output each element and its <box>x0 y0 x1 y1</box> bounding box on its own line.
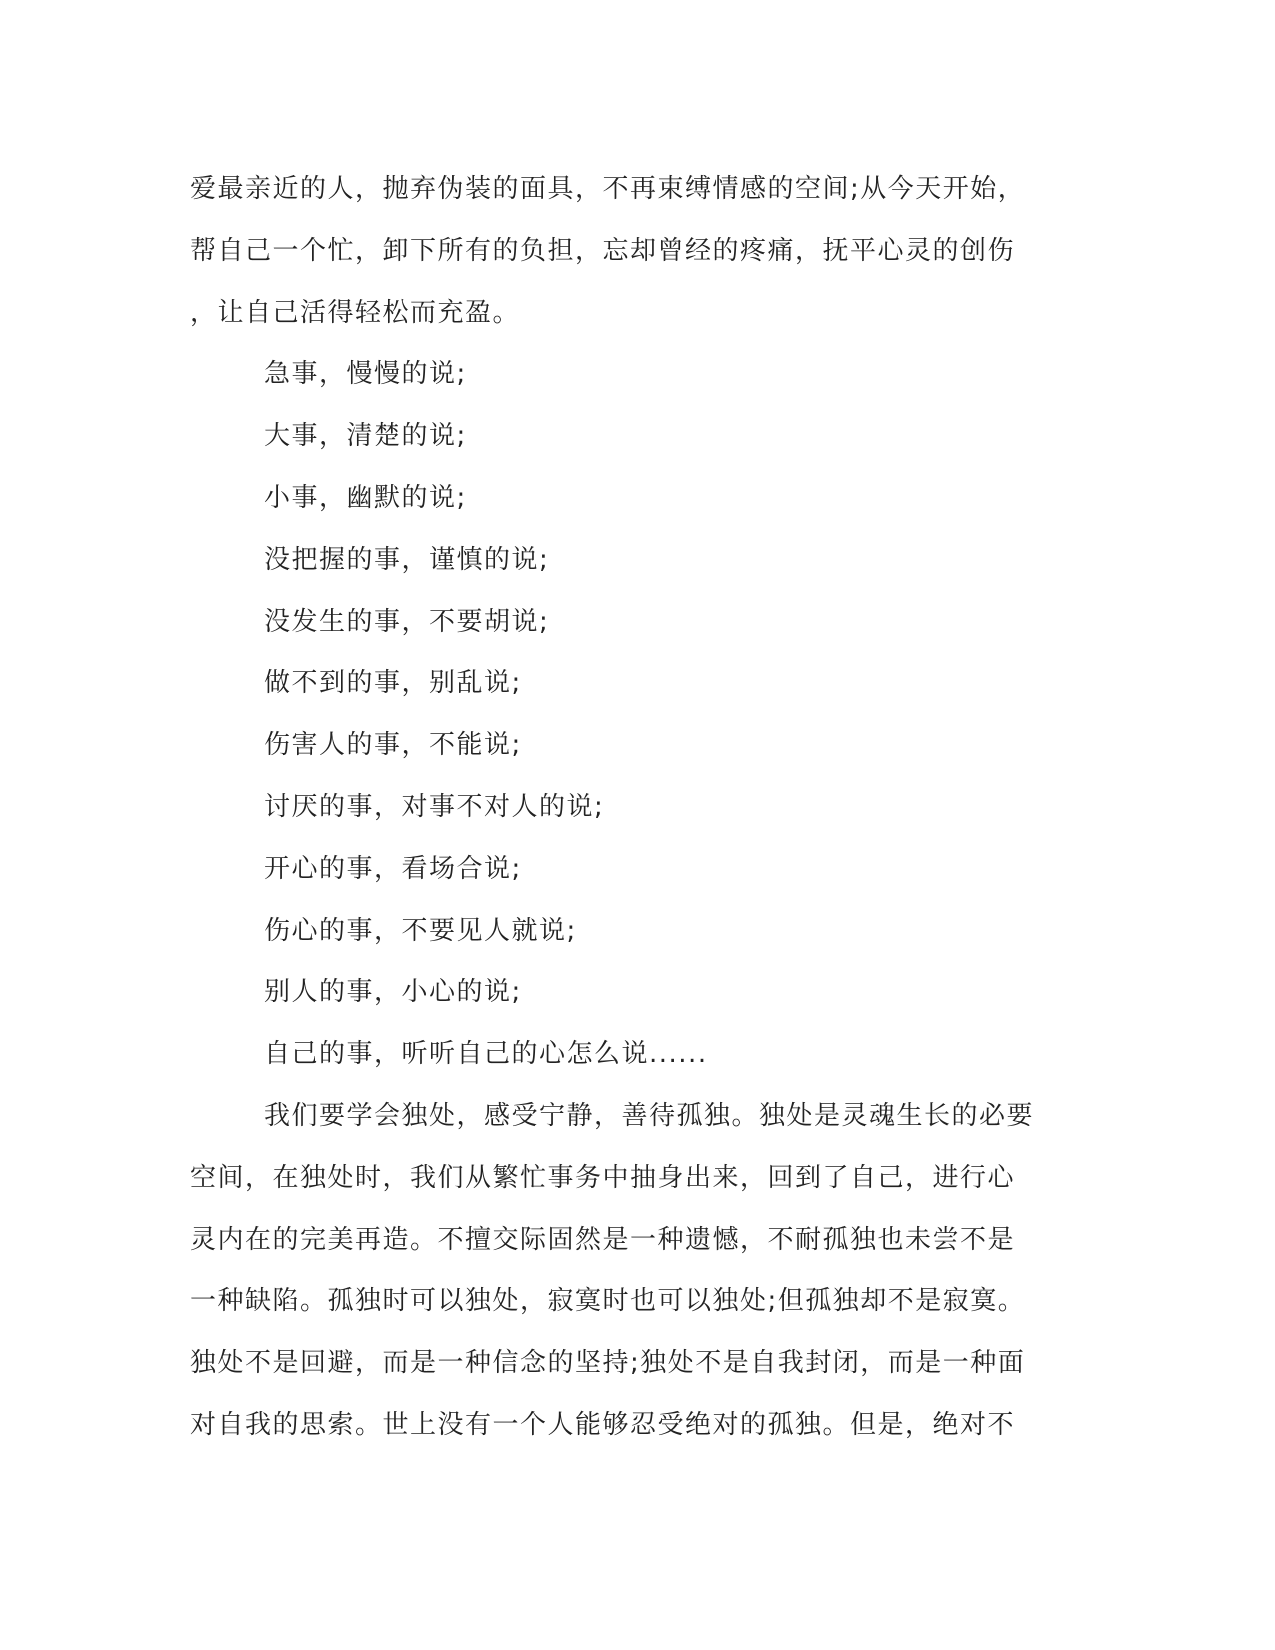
text-line: 没发生的事，不要胡说; <box>264 606 550 637</box>
text-line: 急事，慢慢的说; <box>264 359 467 390</box>
text-line: 别人的事，小心的说; <box>264 977 522 1008</box>
text-line: 开心的事，看场合说; <box>264 853 522 884</box>
text-line: 没把握的事，谨慎的说; <box>264 544 550 575</box>
text-line: 自己的事，听听自己的心怎么说...... <box>264 1039 708 1070</box>
text-line: 对自我的思索。世上没有一个人能够忍受绝对的孤独。但是，绝对不 <box>190 1409 1016 1440</box>
text-line: 大事，清楚的说; <box>264 421 467 452</box>
document-body <box>190 159 1090 1457</box>
text-line: 讨厌的事，对事不对人的说; <box>264 791 605 822</box>
text-line: 伤害人的事，不能说; <box>264 730 522 761</box>
text-line: 一种缺陷。孤独时可以独处，寂寞时也可以独处;但孤独却不是寂寞。 <box>190 1286 1026 1317</box>
text-line: 小事，幽默的说; <box>264 482 467 513</box>
text-line: 独处不是回避，而是一种信念的坚持;独处不是自我封闭，而是一种面 <box>190 1348 1026 1379</box>
text-line: 帮自己一个忙，卸下所有的负担，忘却曾经的疼痛，抚平心灵的创伤 <box>190 235 1016 266</box>
text-line: 我们要学会独处，感受宁静，善待孤独。独处是灵魂生长的必要 <box>264 1100 1035 1131</box>
text-line: 爱最亲近的人，抛弃伪装的面具，不再束缚情感的空间;从今天开始， <box>190 174 1026 204</box>
text-line: 伤心的事，不要见人就说; <box>264 915 577 946</box>
text-line: 做不到的事，别乱说; <box>264 668 522 699</box>
text-line: 空间，在独处时，我们从繁忙事务中抽身出来，回到了自己，进行心 <box>190 1162 1016 1193</box>
text-line: 灵内在的完美再造。不擅交际固然是一种遗憾，不耐孤独也未尝不是 <box>190 1224 1016 1255</box>
text-line: ，让自己活得轻松而充盈。 <box>190 297 521 328</box>
